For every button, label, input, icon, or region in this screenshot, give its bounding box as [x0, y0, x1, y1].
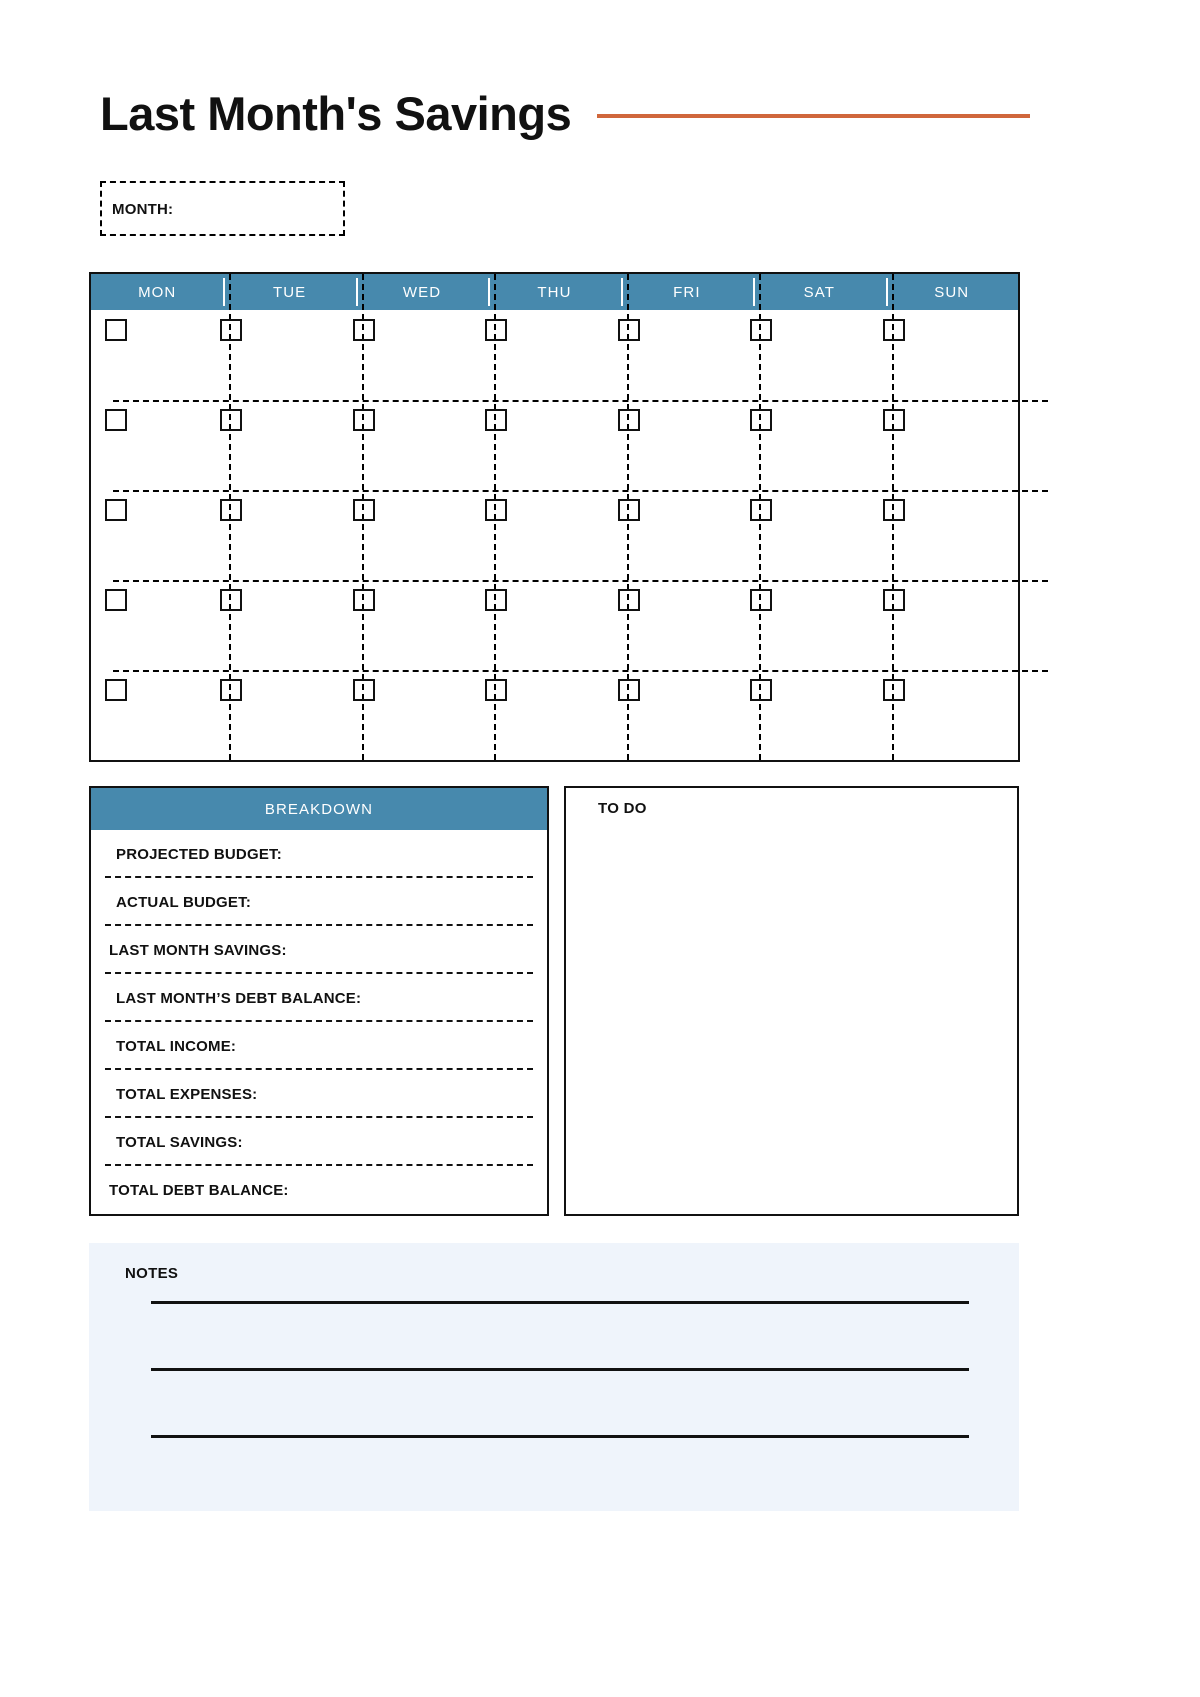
- calendar-day-header-label: FRI: [673, 283, 701, 301]
- todo-title: TO DO: [598, 800, 647, 817]
- breakdown-row-label: TOTAL SAVINGS:: [116, 1133, 243, 1151]
- calendar-day-checkbox[interactable]: [353, 679, 375, 701]
- breakdown-row[interactable]: [91, 830, 547, 878]
- calendar-day-header-label: SUN: [934, 283, 970, 301]
- calendar-day-checkbox[interactable]: [883, 319, 905, 341]
- month-field[interactable]: [100, 181, 345, 236]
- breakdown-row[interactable]: [91, 974, 547, 1022]
- notes-write-line[interactable]: [151, 1435, 969, 1438]
- calendar-day-checkbox[interactable]: [750, 409, 772, 431]
- calendar-day-checkbox[interactable]: [750, 589, 772, 611]
- calendar-day-checkbox[interactable]: [750, 319, 772, 341]
- calendar-week-divider: [113, 490, 1048, 492]
- breakdown-title: BREAKDOWN: [91, 788, 547, 830]
- page-header: [100, 78, 1030, 148]
- calendar-day-header-sun: [886, 274, 1018, 310]
- calendar-week-divider: [113, 670, 1048, 672]
- calendar-day-checkbox[interactable]: [883, 679, 905, 701]
- calendar-day-checkbox[interactable]: [485, 679, 507, 701]
- calendar-day-checkbox[interactable]: [883, 589, 905, 611]
- todo-panel[interactable]: [564, 786, 1019, 1216]
- calendar-day-header-tue: [223, 274, 355, 310]
- calendar-day-checkbox[interactable]: [883, 499, 905, 521]
- breakdown-row-label: TOTAL INCOME:: [116, 1037, 237, 1055]
- calendar-day-checkbox[interactable]: [220, 319, 242, 341]
- calendar-day-header-label: SAT: [803, 283, 835, 301]
- calendar-day-checkbox[interactable]: [353, 499, 375, 521]
- calendar-day-checkbox[interactable]: [618, 499, 640, 521]
- calendar-day-checkbox[interactable]: [353, 409, 375, 431]
- calendar-day-checkbox[interactable]: [220, 499, 242, 521]
- calendar-day-header-label: MON: [138, 283, 177, 301]
- breakdown-row-label: LAST MONTH SAVINGS:: [109, 941, 287, 959]
- calendar-day-checkbox[interactable]: [105, 589, 127, 611]
- notes-title: NOTES: [125, 1265, 179, 1282]
- calendar-day-checkbox[interactable]: [485, 589, 507, 611]
- calendar-day-header-fri: [621, 274, 753, 310]
- breakdown-row-label: TOTAL EXPENSES:: [116, 1085, 258, 1103]
- calendar-day-checkbox[interactable]: [353, 589, 375, 611]
- calendar-day-header-label: THU: [537, 283, 572, 301]
- calendar-day-header-sat: [753, 274, 885, 310]
- calendar-day-checkbox[interactable]: [353, 319, 375, 341]
- calendar-day-checkbox[interactable]: [105, 499, 127, 521]
- page-title: Last Month's Savings: [100, 86, 572, 140]
- breakdown-row[interactable]: [91, 926, 547, 974]
- calendar-week-divider: [113, 580, 1048, 582]
- calendar-day-header-label: TUE: [272, 283, 307, 301]
- breakdown-row[interactable]: [91, 1022, 547, 1070]
- notes-write-line[interactable]: [151, 1368, 969, 1371]
- calendar-day-checkbox[interactable]: [105, 409, 127, 431]
- calendar-day-header-mon: [91, 274, 223, 310]
- calendar-day-checkbox[interactable]: [220, 409, 242, 431]
- breakdown-row[interactable]: [91, 1070, 547, 1118]
- calendar-day-checkbox[interactable]: [485, 409, 507, 431]
- month-field-label: MONTH:: [112, 201, 174, 218]
- calendar-day-header-wed: [356, 274, 488, 310]
- calendar-day-checkbox[interactable]: [750, 679, 772, 701]
- calendar-day-checkbox[interactable]: [485, 319, 507, 341]
- breakdown-row-label: ACTUAL BUDGET:: [116, 893, 252, 911]
- calendar-week-divider: [113, 400, 1048, 402]
- breakdown-row-label: PROJECTED BUDGET:: [116, 845, 282, 863]
- breakdown-row[interactable]: [91, 878, 547, 926]
- calendar-day-checkbox[interactable]: [485, 499, 507, 521]
- breakdown-row-label: LAST MONTH’S DEBT BALANCE:: [116, 989, 362, 1007]
- calendar-day-checkbox[interactable]: [618, 319, 640, 341]
- notes-write-line[interactable]: [151, 1301, 969, 1304]
- notes-panel[interactable]: [89, 1243, 1019, 1511]
- breakdown-row[interactable]: [91, 1118, 547, 1166]
- breakdown-row-label: TOTAL DEBT BALANCE:: [109, 1181, 289, 1199]
- calendar-day-checkbox[interactable]: [618, 679, 640, 701]
- calendar-day-checkbox[interactable]: [750, 499, 772, 521]
- calendar-day-checkbox[interactable]: [220, 679, 242, 701]
- calendar-day-checkbox[interactable]: [618, 589, 640, 611]
- calendar-grid: [89, 272, 1020, 762]
- calendar-day-header-label: WED: [402, 283, 442, 301]
- title-divider-rule: [597, 114, 1030, 118]
- calendar-day-checkbox[interactable]: [883, 409, 905, 431]
- breakdown-row[interactable]: [91, 1166, 547, 1214]
- breakdown-panel: [89, 786, 549, 1216]
- calendar-day-checkbox[interactable]: [220, 589, 242, 611]
- breakdown-rows: [91, 830, 547, 1214]
- calendar-day-checkbox[interactable]: [105, 319, 127, 341]
- calendar-day-checkbox[interactable]: [618, 409, 640, 431]
- calendar-day-checkbox[interactable]: [105, 679, 127, 701]
- calendar-day-header-thu: [488, 274, 620, 310]
